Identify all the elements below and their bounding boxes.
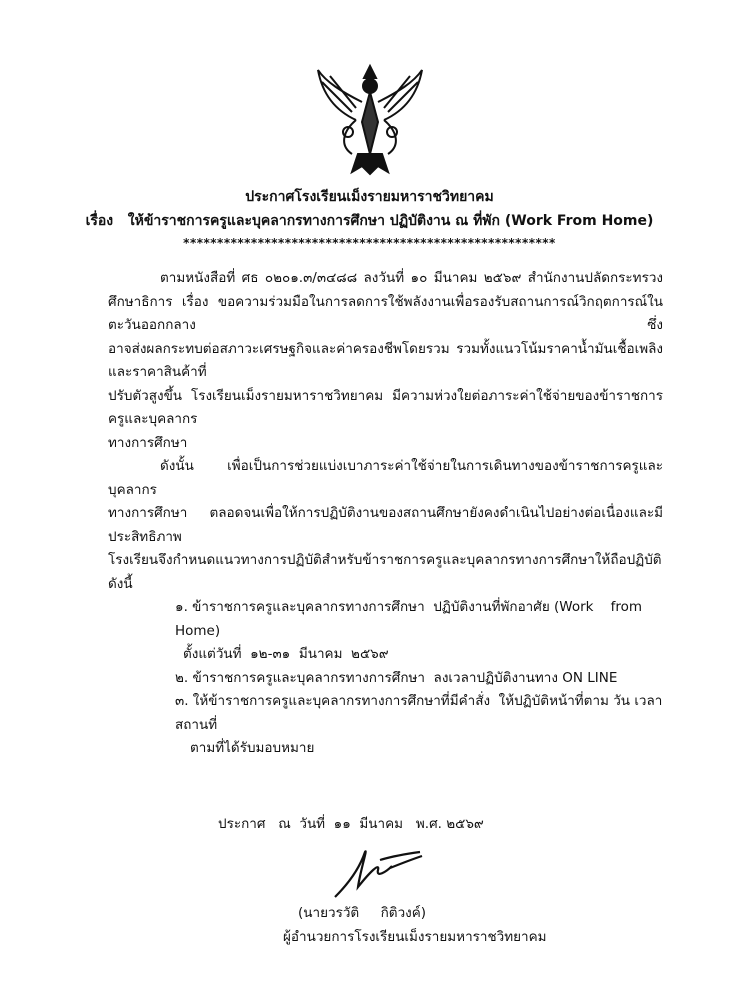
announce-date: ประกาศ ณ วันที่ ๑๑ มีนาคม พ.ศ. ๒๕๖๙ <box>218 815 484 832</box>
list-item-3: ๓. ให้ข้าราชการครูและบุคลากรทางการศึกษาที่มีคำสั่ง ให้ปฏิบัติหน้าที่ตาม วัน เวลา สถานที่ <box>175 693 667 733</box>
signer-position: ผู้อำนวยการโรงเรียนเม็งรายมหาราชวิทยาคม <box>283 928 547 945</box>
list-item-2: ๒. ข้าราชการครูและบุคลากรทางการศึกษา ลงเวลาปฏิบัติงานทาง ON LINE <box>175 669 618 686</box>
announcement-title: ประกาศโรงเรียนเม็งรายมหาราชวิทยาคม <box>245 189 494 205</box>
signature <box>330 842 430 902</box>
paragraph1-line: ทางการศึกษา <box>108 434 188 451</box>
garuda-emblem <box>312 62 428 178</box>
paragraph2-line: ทางการศึกษา ตลอดจนเพื่อให้การปฏิบัติงานของสถานศึกษายังคงดำเนินไปอย่างต่อเนื่องและมีประสิทธิภาพ <box>108 505 663 545</box>
signer-name: (นายวรวัติ กิติวงค์) <box>298 905 427 921</box>
list-item-3-continued: ตามที่ได้รับมอบหมาย <box>190 740 315 756</box>
list-item-1-continued: ตั้งแต่วันที่ ๑๒-๓๑ มีนาคม ๒๕๖๙ <box>183 646 389 662</box>
list-item-1: ๑. ข้าราชการครูและบุคลากรทางการศึกษา ปฏิบัติงานที่พักอาศัย (Work from Home) <box>175 599 660 639</box>
paragraph1-line: ปรับตัวสูงขึ้น โรงเรียนเม็งรายมหาราชวิทยาคม มีความห่วงใยต่อภาระค่าใช้จ่ายของข้าราชการครูและบุคลากร <box>108 387 663 427</box>
paragraph2-line: โรงเรียนจึงกำหนดแนวทางการปฏิบัติสำหรับข้าราชการครูและบุคลากรทางการศึกษาให้ถือปฏิบัติ ดังนี้ <box>108 552 662 592</box>
paragraph2-line: ดังนั้น เพื่อเป็นการช่วยแบ่งเบาภาระค่าใช้จ่ายในการเดินทางของข้าราชการครูและบุคลากร <box>108 458 663 498</box>
announcement-subject: เรื่อง ให้ข้าราชการครูและบุคลากรทางการศึกษา ปฏิบัติงาน ณ ที่พัก (Work From Home) <box>85 212 654 229</box>
paragraph1-line: ศึกษาธิการ เรื่อง ขอความร่วมมือในการลดการใช้พลังงานเพื่อรองรับสถานการณ์วิกฤตการณ์ในตะวันออกกลาง ซึ่ง <box>108 293 663 333</box>
paragraph1-line: อาจส่งผลกระทบต่อสภาวะเศรษฐกิจและค่าครองชีพโดยรวม รวมทั้งแนวโน้มราคาน้ำมันเชื้อเพลิงและราคาสินค้าที่ <box>108 340 663 380</box>
paragraph1-line: ตามหนังสือที่ ศธ ๐๒๐๑.๓/๓๔๘๘ ลงวันที่ ๑๐ มีนาคม ๒๕๖๙ สำนักงานปลัดกระทรวง <box>160 270 663 286</box>
separator-stars: ******************************************************* <box>183 236 556 250</box>
